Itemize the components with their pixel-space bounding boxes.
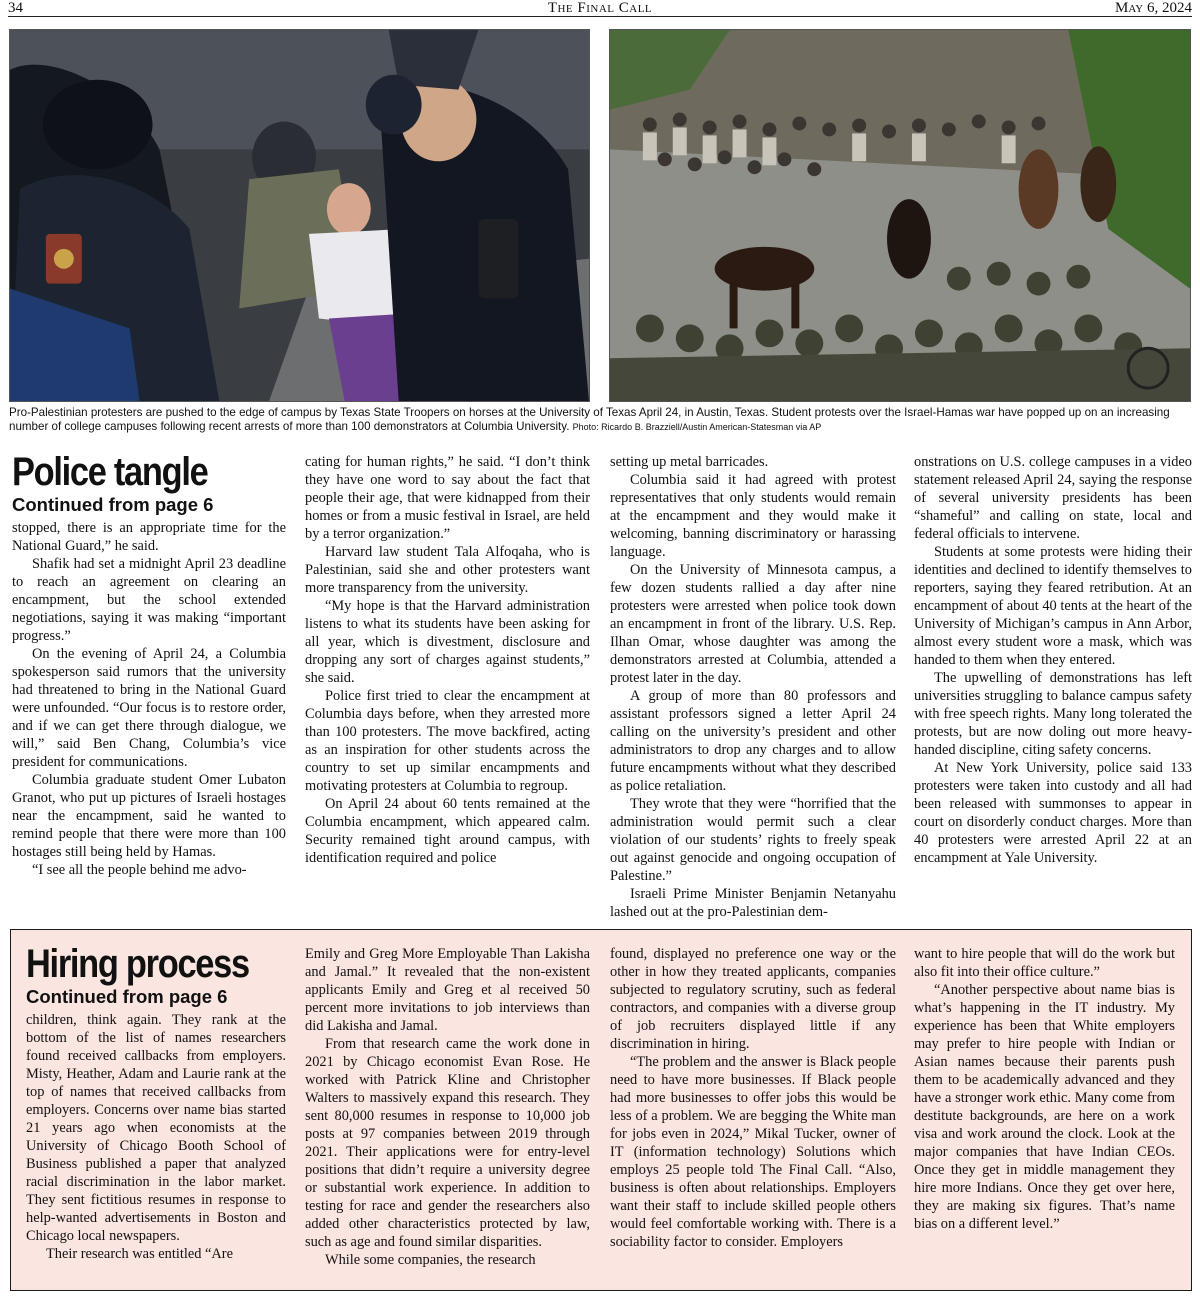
paragraph: The upwelling of demonstrations has left universities struggling to balance campus safety with free speech rights. Many long tolerated the protests, but are now doling out more heavy-handed discipline, citing safety concerns. xyxy=(914,670,1192,758)
publication-name: The Final Call xyxy=(547,0,653,16)
paragraph: Police first tried to clear the encampment at Columbia days before, when they arrested more than 100 protesters. The move backfired, acting as an inspiration for other students across the country to set up similar encampments and motivating protesters at Columbia to regroup. xyxy=(305,688,590,794)
police-tangle-column-2 xyxy=(305,453,590,867)
photo-police-detaining-protester xyxy=(9,29,590,402)
paragraph: Harvard law student Tala Alfoqaha, who is Palestinian, said she and other protesters want more transparency from the university. xyxy=(305,544,590,596)
paragraph: While some companies, the research xyxy=(325,1252,536,1268)
police-tangle-headline: Police tangle xyxy=(12,450,208,494)
paragraph: “The problem and the answer is Black people need to have more businesses. If Black people had more businesses to offer jobs this would be less of a problem. We are begging the White man for jobs even in 2024,” Mikal Tucker, owner of IT (information technology) Solutions which employs 25 people told The Final Call. “Also, business is often about relationships. Employers want their staff to include skilled people others would feel comfortable working with. There is a sociability factor to consider. Employers xyxy=(610,1054,896,1250)
paragraph: “I see all the people behind me advo- xyxy=(32,862,247,878)
paragraph: They wrote that they were “horrified that the administration would permit such a clear violation of our students’ rights to freely speak out against genocide and ongoing occupation of Palestine.” xyxy=(610,796,896,884)
paragraph: On April 24 about 60 tents remained at the Columbia encampment, which appeared calm. Security remained tight around campus, with identification required and police xyxy=(305,796,590,866)
page-number: 34 xyxy=(8,0,23,16)
paragraph: On the evening of April 24, a Columbia spokesperson said rumors that the university had threatened to bring in the National Guard were unfounded. “Our focus is to restore order, and if we can get there through dialogue, we will,” said Ben Chang, Columbia’s vice president for communications. xyxy=(12,646,286,770)
police-tangle-column-4 xyxy=(914,453,1192,867)
paragraph: Their research was entitled “Are xyxy=(46,1246,233,1262)
photo-credit: Photo: Ricardo B. Brazziell/Austin American-Statesman via AP xyxy=(572,421,822,432)
paragraph: From that research came the work done in 2021 by Chicago economist Evan Rose. He worked with Patrick Kline and Christopher Walters to massively expand this research. They sent 80,000 resumes in response to 10,000 job posts at 97 companies between 2019 through 2021. Their applications were for entry-level positions that didn’t require a university degree or substantial work experience. In addition to testing for race and gender the researchers also added other characteristics protected by law, such as age and found similar disparities. xyxy=(305,1036,590,1250)
paragraph: Shafik had set a midnight April 23 deadline to reach an agreement on clearing an encampment, but the school extended negotiations, saying it was making “important progress.” xyxy=(12,556,286,644)
paragraph: Columbia said it had agreed with protest representatives that only students would remain at the encampment and they would make it welcoming, banning discriminatory or harassing language. xyxy=(610,472,896,560)
police-tangle-column-1 xyxy=(12,452,286,879)
hiring-process-column-4 xyxy=(914,945,1175,1233)
paragraph: Columbia graduate student Omer Lubaton Granot, who put up pictures of Israeli hostages near the encampment, said he wanted to remind people that there were more than 100 hostages still being held by Hamas. xyxy=(12,772,286,860)
paragraph: stopped, there is an appropriate time for the National Guard,” he said. xyxy=(12,520,286,554)
paragraph: “Another perspective about name bias is what’s happening in the IT industry. My experience has been that White employers may prefer to hire people with Indian or Asian names because their parents push them to be academically advanced and they have a stronger work ethic. Many come from destitute backgrounds, are here on a work visa and work around the clock. Look at the major companies that have Indian CEOs. Once they get in middle management they hire more Indians. Once they get over here, they are making six figures. That’s name bias on a different level.” xyxy=(914,982,1175,1232)
police-tangle-column-3 xyxy=(610,453,896,921)
paragraph: onstrations on U.S. college campuses in a video statement released April 24, saying the response of several university presidents has been “shameful” and calling on state, local and federal officials to intervene. xyxy=(914,454,1192,542)
paragraph: children, think again. They rank at the bottom of the list of names researchers found received callbacks from employers. Misty, Heather, Adam and Laurie rank at the top of names that received callbacks from employers. Concerns over name bias started 21 years ago when economists at the University of Chicago Booth School of Business published a paper that analyzed racial discrimination in the labor market. They sent fictitious resumes in response to help-wanted advertisements in Boston and Chicago local newspapers. xyxy=(26,1012,286,1244)
paragraph: setting up metal barricades. xyxy=(610,454,769,470)
paragraph: “My hope is that the Harvard administration listens to what its students have been asking for all year, which is divestment, disclosure and dropping any sort of charges against students,” she said. xyxy=(305,598,590,686)
caption-text: Pro-Palestinian protesters are pushed to the edge of campus by Texas State Troopers on horses at the University of Texas April 24, in Austin, Texas. Student protests over the Israel-Hamas war have popped up on an increasing number of college campuses following recent arrests of more than 100 demonstrators at Columbia University. xyxy=(9,406,1170,433)
paragraph: At New York University, police said 133 protesters were taken into custody and all had been released with summonses to appear in court on disorderly conduct charges. More than 40 protesters were arrested April 22 at an encampment at Yale University. xyxy=(914,760,1192,866)
photo-mounted-troopers-crowd xyxy=(609,29,1191,402)
hiring-process-column-1 xyxy=(26,944,286,1263)
photo-caption xyxy=(9,406,1193,434)
paragraph: want to hire people that will do the work but also fit into their office culture.” xyxy=(914,946,1175,980)
issue-date: May 6, 2024 xyxy=(1115,0,1192,16)
hiring-process-subhead: Continued from page 6 xyxy=(26,986,228,1007)
paragraph: On the University of Minnesota campus, a few dozen students rallied a day after nine protesters were arrested when police took down an encampment in front of the library. U.S. Rep. Ilhan Omar, whose daughter was among the demonstrators arrested at Columbia, attended a protest later in the day. xyxy=(610,562,896,686)
masthead xyxy=(8,0,1192,17)
paragraph: A group of more than 80 professors and assistant professors signed a letter April 24 calling on the university’s president and other administrators to drop any charges and to allow future encampments without what they described as police retaliation. xyxy=(610,688,896,794)
paragraph: Israeli Prime Minister Benjamin Netanyahu lashed out at the pro-Palestinian dem- xyxy=(610,886,896,920)
paragraph: cating for human rights,” he said. “I don’t think they have one word to say about the fact that people their age, that were kidnapped from their homes or from a music festival in Israel, are held by a terror organization.” xyxy=(305,454,590,542)
hiring-process-headline: Hiring process xyxy=(26,942,249,986)
paragraph: found, displayed no preference one way or the other in how they treated applicants, companies subjected to regulatory scrutiny, such as federal contractors, and companies with a diverse group of job recruiters displayed little if any discrimination in hiring. xyxy=(610,946,896,1052)
hiring-process-column-3 xyxy=(610,945,896,1251)
paragraph: Emily and Greg More Employable Than Lakisha and Jamal.” It revealed that the non-existent applicants Emily and Greg et al received 50 percent more invitations to job interviews than did Lakisha and Jamal. xyxy=(305,946,590,1034)
hiring-process-column-2 xyxy=(305,945,590,1269)
police-tangle-subhead: Continued from page 6 xyxy=(12,494,214,515)
paragraph: Students at some protests were hiding their identities and declined to identify themselves to reporters, saying they feared retribution. At an encampment of about 40 tents at the heart of the University of Michigan’s campus in Ann Arbor, almost every student wore a mask, which was handed to them when they entered. xyxy=(914,544,1192,668)
